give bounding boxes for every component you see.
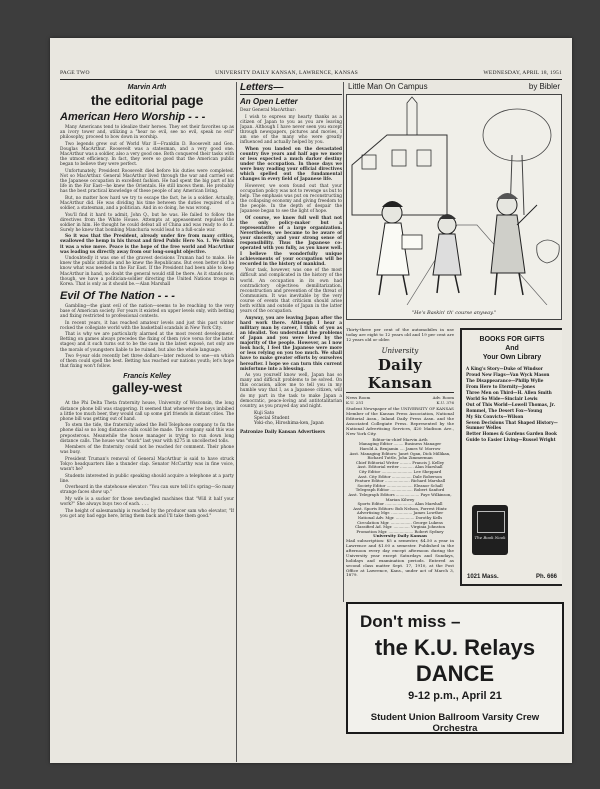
letters-column — [240, 82, 342, 642]
paper-name-line: UNIVERSITY DAILY KANSAN, LAWRENCE, KANSAS — [215, 70, 358, 76]
letter-salutation: Dear General MacArthur: — [240, 108, 296, 113]
middle-row — [346, 328, 562, 586]
book-item: A King's Story—Duke of Windsor — [466, 366, 543, 371]
page-masthead — [60, 70, 562, 78]
editorial-page-title: the editorial page — [90, 92, 204, 108]
cartoon-drawing — [347, 95, 561, 305]
news-room-info — [346, 396, 370, 406]
galley-paragraph: The height of salesmanship is reached by the producer sam who elevator, "If you got any bad eggs here, bring them back and I'll take them good." — [60, 508, 234, 519]
letter-paragraph: Your task, however, was one of the most difficult and complicated in the history of the world. An occupation in its own had contradictory objectives: demilitarization, reconstruction and prevention of the threat of Communism. It was inevitable by the very course of events that criticism should arise both within and outside of Japan in the latter years of the occupation. — [240, 268, 342, 315]
cartoon-panel — [346, 94, 562, 320]
book-shop-address: 1021 Mass. — [467, 574, 499, 580]
news-room-label: News Room — [346, 394, 371, 400]
book-ad-title-line2: And — [505, 345, 519, 352]
subscription-info: Mail subscription: $5 a semester, $4.50 a year in Lawrence and $1.00 a semester. Published in the afternoon every day except afternoon during the University year except Saturdays and Sundays, holidays and examination periods. Entered as second class matter Sept. 17, 1910, at the Post Office at Lawrence, Kans., under act of March 3, 1879. — [346, 538, 454, 578]
signature-name: Kuji Sato — [254, 410, 275, 416]
dance-ad-line1: Don't miss – — [360, 612, 461, 631]
letter-paragraph: When you landed on the devastated country five years and half ago we more or less expected a much darker destiny under the occupation. In those days we were busy reading your official directives which spelled out the fundamental changes in every field of Japanese life. — [240, 146, 342, 183]
editorial-heading-hero-worship: American Hero Worship - - - — [60, 111, 206, 123]
editorial-paragraph: Two 9-year olds recently bet three dollars—later reduced to one—on which of them could spell the best. Betting has reached our nations youth; let's hope that fixing won't follow. — [60, 354, 234, 370]
book-shop-name: The Book Nook — [474, 535, 506, 540]
book-item: World So Wide—Sinclair Lewis — [466, 396, 538, 401]
editorial-paragraph: In recent years, it has reached amateur levels and just this past winter rocked the collegiate world with the basketball scandals in New York City. — [60, 320, 234, 331]
cartoon-header — [346, 82, 562, 92]
editorial-paragraph: So it was that the President, already under fire from many critics, swallowed the hemp in his throat and fired Public Hero No. 1. We think it was a wise move. Peace is the hope of the free world and MacArthur was leading us directly away from our long-sought objective. — [60, 234, 234, 255]
staff-line: Chief Editorial Writer ......... Francis J. Kelley — [355, 459, 445, 465]
cartoon-title: Little Man On Campus — [348, 82, 428, 91]
book-item: From Here to Eternity—Jones — [466, 384, 535, 389]
cartoon-caption: "He's Baskin' th' course anyway." — [411, 310, 497, 316]
book-ad-footer — [467, 574, 557, 580]
signature-title: Special Student — [254, 416, 290, 422]
galley-paragraph: Overheard in the statehouse elevator: "You can sure tell it's spring—So many strange faces show up." — [60, 485, 234, 496]
right-column — [346, 82, 562, 586]
book-ad-title — [462, 335, 562, 362]
galley-west-title: galley-west — [111, 380, 183, 396]
galley-paragraph: My wife is a sucker for those newfangled machines that "Will it half your work?" She always buys two of each. . . . — [60, 497, 234, 508]
letters-rule — [240, 94, 342, 95]
editor-line: Editor-in-chief Marvin Arth — [372, 436, 428, 442]
book-item: Three Men on Third—H. Allen Smith — [466, 390, 552, 395]
dance-ad-line4: Student Union Ballroom Varsity Crew Orchestra — [370, 712, 540, 734]
book-ad-title-line1: BOOKS FOR GIFTS — [479, 336, 545, 343]
letter-signature — [254, 411, 342, 427]
column-divider — [343, 82, 344, 602]
editorial-heading-evil-nation: Evil Of The Nation - - - — [60, 289, 175, 302]
book-item: My Six Convicts—Wilson — [466, 414, 524, 419]
galley-paragraph: Members of the fraternity could not be reached for comment. Their phone was busy. — [60, 445, 234, 456]
issue-date: WEDNESDAY, APRIL 18, 1951 — [483, 70, 562, 76]
galley-paragraph: Students interested in public speaking should acquire a telephone at a party line. — [60, 473, 234, 484]
staff-line: City Editor ......................... Lee Sheppard — [358, 469, 442, 474]
letter-title: An Open Letter — [240, 97, 298, 106]
letter-paragraph: I wish to express my hearty thanks as a citizen of Japan to you as you are leaving Japan. Although I have never seen you except through newspapers, pictures and movies, I am one of the many who were greatly influenced and actually helped by you. — [240, 114, 342, 146]
editorial-paragraph: You'll find it hard to admit, John Q., but he was. He failed to follow the directives from the White House. Attempts at appeasement repulsed the soldier in him. He thought he could defeat all of China and was ready to do it. Surely he knew that bombing Manchuria would lead to a full-scale war. — [60, 212, 234, 233]
adv-room-info — [433, 396, 454, 406]
letter-paragraph: Anyway, you are leaving Japan after the hard work there. Although I hear a military man by career, I think of you as an idealist. You understand the problems of Japan and you were loved by the majority of the people. However, as I now look back, I feel the Japanese were more or less relying on you too much. We shall have to make greater efforts by ourselves hereafter. I hope we can turn this current misfortune into a blessing. — [240, 315, 342, 372]
editorial-byline: Marvin Arth — [127, 84, 167, 91]
publisher-line: University Daily Kansan — [373, 533, 427, 539]
editorial-paragraph: That is why we are particularly alarmed at the most recent development. Betting on games always precedes the fixing of them (vice versa for the latter stages) and it such turns out to be the case in the latest exposé, not only are the morals of youngsters liable to be ruined, but also the whole language. — [60, 332, 234, 353]
phone-numbers — [346, 396, 454, 406]
galley-paragraph: At the Phi Delta Theta fraternity house, University of Wisconsin, the long distance phone bill was staggering. It seemed that whenever the boys imbibed a little too much beer, they would call up some girl friends in distant cities. The phone bill was getting out of hand. — [60, 401, 234, 422]
galley-paragraph: President Truman's removal of General MacArthur is said to have struck Tokyo headquarters like a thunder clap. Senator McCarthy was in fine voice, wasn't he? — [60, 456, 234, 473]
editorial-paragraph: Unfortunately, President Roosevelt died before his duties were completed. Not so MacArthur. General MacArthur lived through the war and carried out the Japanese occupation in excellent fashion. He had spent the big part of his life in the Far East—he knew the Orientals. He still knows them. He probably has the best practical knowledge of these people of any American living. — [60, 168, 234, 195]
staff-line: Telegraph Editor .................. Robert Sanford — [355, 487, 445, 493]
staff-line: Asst. Telegraph Editors ................... Faye Wilkinson, Marian Kilwey — [348, 491, 452, 502]
staff-line: Harold A. Benjamin .... James W. Morrow — [359, 446, 441, 452]
cartoon-credit: by Bibler — [528, 82, 560, 91]
staff-line: Asst. Sports Editors: Bob Nelson, Forrest Hintz — [353, 505, 447, 511]
book-item: Guide to Easier Living—Russel Wright — [466, 437, 556, 442]
dance-ad-line2: the K.U. Relays DANCE — [374, 635, 536, 686]
staff-line: Asst. Managing Editors: Janet Ogan, Dick Millikan, Richard Tuttle, John Zimmerman — [349, 450, 451, 461]
galley-byline: Francis Kelley — [123, 373, 171, 381]
staff-line: Sports Editor ....................... Alan Marshall — [357, 501, 443, 507]
staff-line: National Adv. Mgr. ............... Dorothy Kells — [357, 514, 443, 520]
editorial-paragraph: Undoubtedly it was one of the gravest decisions Truman had to make. He knew the public attitude and he knew the Republicans. But even better did he know what was needed in the Far East. If the President had been able to keep MacArthur in hand, no doubt the general would still be there. As it stands now, though, we have a politician-soldier directing the United Nations troops in Korea. That is only as it should be.—Alan Marshall — [60, 256, 234, 287]
column-divider — [236, 82, 237, 762]
book-item: The Disappearance—Philip Wylie — [466, 378, 544, 383]
letters-header: Letters— — [240, 82, 284, 93]
newspaper-page — [50, 38, 572, 763]
relays-dance-ad — [346, 602, 564, 734]
book-item: Rommel, The Desert Fox—Young — [466, 408, 543, 413]
letter-paragraph: Of course, we know full well that not the only policy-maker but a representative of a large organization. Nevertheless, we became to be aware of your sincerity and your strong sense of responsibility. Thus the Japanese co-operated with you fully, as you know well. I believe the wonderfully unique achievements of your occupation will be recorded in the history of mankind. — [240, 215, 342, 267]
book-list — [462, 366, 562, 442]
adv-room-label: Adv. Room — [432, 394, 454, 400]
staff-line: Society Editor ..................... Eleanor Schall — [357, 482, 443, 488]
kansan-university-label: University — [381, 346, 419, 355]
kansan-nameplate: Daily Kansan — [346, 356, 454, 393]
book-shop-window — [477, 511, 505, 533]
editorial-paragraph: Many Americans tend to idealize their heroes. They set their favorites up as an ivory tower and, utilizing a "hear no evil, see no evil, speak no evil" philosophy, proceed to bow down in worship. — [60, 125, 234, 141]
book-item: Out of This World—Lowell Thomas, Jr. — [466, 402, 556, 407]
membership-line: Member of the Kansas Press Association, National Editorial Assn., Inland Daily Press Assn. and the Associated Collegiate Press. Represented by the National Advertising Services, 420 Madison Ave., New York City. — [346, 411, 454, 436]
staff-line: Advertising Mgr. ................. James Lowther — [356, 510, 444, 516]
staff-line: Asst. Editorial writer ........... Alan Marshall — [357, 464, 443, 470]
news-room-ext: K.U. 251 — [346, 399, 364, 405]
kansan-masthead-box — [346, 328, 454, 586]
book-nook-ad — [460, 328, 562, 586]
book-ad-title-line3: Your Own Library — [482, 354, 542, 361]
galley-paragraph: To stem the tide, the fraternity asked the Bell Telephone company to fix the phone dial so no long distance calls could be made. The company said this was preposterous. Meanwhile the house manager is trying to run down long distance calls. The house was "stuck" last year with $275 in uncollected tolls. — [60, 423, 234, 444]
book-item: Seven Decisions That Shaped History—Sumner Welles — [466, 420, 558, 430]
letter-paragraph: However, we soon found out that your occupation policy was not to revenge us but to help. The emphasis was put on reconstructing the collapsing economy and giving freedom to the people. In the depth of despair the Japanese began to see the light of hope. — [240, 183, 342, 215]
book-item: Proud New Flags—Van Wyck Mason — [466, 372, 550, 377]
editorial-column — [60, 82, 234, 762]
automobile-filler: Thirty-three per cent of the automobiles in use today are eight to 12 years old and 19 per cent are 12 years old or older. — [346, 328, 454, 342]
staff-line: Feature Editor .................... Richard Marshall — [354, 478, 446, 484]
editorial-paragraph: Gambling—the giant evil of the nation—seems to be reaching to the very base of American society. For years it existed on upper levels only, with betting and fixing restricted to professional contests. — [60, 303, 234, 319]
staff-line: Circulation Mgr. ................. George Lukens — [357, 519, 443, 525]
book-item: Better Homes & Gardens Garden Book — [466, 431, 557, 436]
dance-ad-line3: 9-12 p.m., April 21 — [408, 690, 502, 702]
masthead-rule — [60, 79, 562, 80]
student-newspaper-line: Student Newspaper of the UNIVERSITY OF KANSAS — [346, 406, 454, 412]
staff-line: Classified Ad. Mgr. ............. Virginia Johnston — [354, 524, 446, 530]
page-number: PAGE TWO — [60, 70, 90, 76]
editorial-paragraph: Two legends grew out of World War II—Franklin D. Roosevelt and Gen. Douglas MacArthur. Roosevelt was a statesman, and a very good one. MacArthur was a soldier, also a very good one. Both conquered their tasks with the utmost efficiency. In fact, they were so good that the American public began to believe they were perfect. — [60, 141, 234, 168]
signature-place: Yoki-cho, Hiroshima-ken, Japan — [254, 421, 324, 427]
editorial-paragraph: But, no matter how hard we try to escape the fact, he is a soldier. Actually, MacArthur did. He was dividing his time between the duties required of a soldier, a statesman, and a politician. And in so doing, he was wrong. — [60, 195, 234, 211]
staff-line: Promotion Mgr. .................... Robert Sydney — [356, 528, 444, 534]
adv-room-ext: K.U. 376 — [436, 399, 454, 405]
book-shop-logo — [472, 505, 508, 555]
staff-line: Managing Editor ........ Business Manager — [358, 441, 442, 447]
staff-line: Asst. City Editor ................ Dale Roberson — [358, 473, 442, 479]
letter-paragraph: As you yourself know well, Japan has so many and difficult problems to be solved. On this occasion, allow me to tell you in my humble way that I, as a Japanese citizen, will do my part in the task to make Japan a democratic, peace-loving and antitotalitarian country, as you prayed day and night. — [240, 373, 342, 409]
patronize-advertisers-line: Patronize Daily Kansan Advertisers — [240, 429, 325, 435]
book-shop-phone: Ph. 666 — [535, 574, 557, 580]
